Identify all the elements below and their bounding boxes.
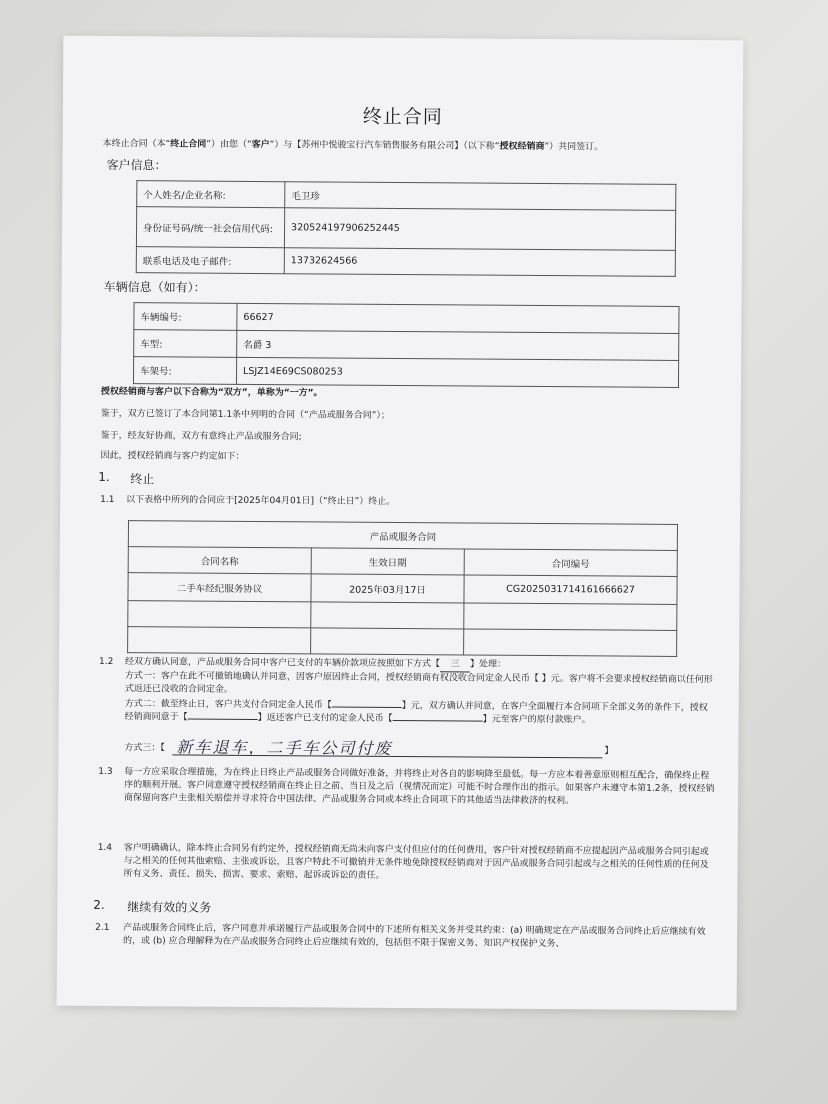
blank-field xyxy=(332,707,402,708)
intro-term-bold: 终止合同 xyxy=(170,139,207,150)
row-value: 名爵 3 xyxy=(237,330,679,360)
customer-info-table xyxy=(136,180,677,277)
table-row xyxy=(128,573,677,605)
clause-1-2-text: 经双方确认同意，产品或服务合同中客户已支付的车辆价款项应按照如下方式【 xyxy=(124,657,441,670)
method-three-end: 】 xyxy=(604,746,614,757)
clause-1-1-number: 1.1 xyxy=(100,494,115,506)
table-cell xyxy=(464,603,677,630)
intro-line xyxy=(103,138,723,155)
clause-1-3-text: 每一方应采取合理措施，为在终止日终止产品或服务合同做好准备，并将终止对各自的影响降至最低。每一方应本着善意原则相互配合，确保终止程序的顺利开展。客户同意遵守授权经销商在终止日之前、当日及之后（视情况而定）可能不时合理作出的指示。如果客户未遵守本第1.2条，授权经销商保留向客户主张相关赔偿并寻求符合中国法律、产品或服务合同或本终止合同项下的其他适当法律救济的权利。 xyxy=(124,767,715,807)
method-choice: 三 xyxy=(440,658,470,672)
column-header: 生效日期 xyxy=(311,548,464,575)
blank-field xyxy=(188,719,258,720)
row-label: 车辆编号: xyxy=(134,303,237,331)
table-row xyxy=(133,357,678,388)
table-cell xyxy=(311,628,464,655)
section-2-title: 继续有效的义务 xyxy=(127,900,212,915)
table-row xyxy=(136,247,675,277)
table-row xyxy=(128,521,677,551)
row-label: 个人姓名/企业名称: xyxy=(137,181,285,208)
section-2-number: 2. xyxy=(93,897,105,912)
whereas-paragraph-1: 鉴于，双方已签订了本合同第1.1条中列明的合同（“产品或服务合同”）； xyxy=(100,408,390,421)
row-label: 车架号: xyxy=(133,357,236,385)
table-cell xyxy=(128,627,311,654)
table-row xyxy=(134,330,679,361)
column-header: 合同名称 xyxy=(128,547,311,574)
clause-1-4-text: 客户明确确认，除本终止合同另有约定外，授权经销商无尚未向客户支付但应付的任何费用，客户针对授权经销商不应提起因产品或服务合同引起或与之相关的任何其他索赔、主张或诉讼，且客户特此不可撤销并无条件地免除授权经销商对于因产品或服务合同引起或与之相关的任何性质的任何及所有义务、责任、损失、损害、要求、索赔、起诉或诉讼的责任。 xyxy=(123,843,709,881)
table-cell: CG2025031714161666627 xyxy=(464,575,677,604)
row-label: 车型: xyxy=(134,330,237,358)
intro-term-bold: 授权经销商 xyxy=(499,141,545,152)
intro-part: ”）与【苏州中悦骏宝行汽车销售服务有限公司】（以下称“ xyxy=(269,140,500,152)
blank-field xyxy=(393,720,483,722)
document-title: 终止合同 xyxy=(362,105,443,129)
method-two-text xyxy=(125,698,715,728)
table-header: 产品或服务合同 xyxy=(128,521,677,551)
clause-1-4-number: 1.4 xyxy=(97,842,113,853)
row-value: 毛卫珍 xyxy=(285,182,676,211)
clause-2-1-number: 2.1 xyxy=(95,922,110,933)
method-one-text: 方式一：客户在此不可撤销地确认并同意，因客户原因终止合同，授权经销商有权没收合同定金人民币【 】元。客户将不会要求授权经销商以任何形式返还已没收的合同定金。 xyxy=(124,671,713,695)
intro-part: 本终止合同（本“ xyxy=(102,138,171,150)
intro-term-bold: 客户 xyxy=(251,139,270,151)
intro-part: ”）共同签订。 xyxy=(544,141,604,153)
table-row xyxy=(134,303,679,334)
customer-heading: 客户信息： xyxy=(106,157,167,173)
method-two-part: 】元至客户的原付款账户。 xyxy=(482,714,591,726)
table-cell xyxy=(128,601,311,628)
row-label: 身份证号码/统一社会信用代码: xyxy=(136,207,284,248)
therefore-paragraph: 因此，授权经销商与客户约定如下： xyxy=(100,450,245,462)
clause-1-1-text: 以下表格中所列的合同应于[2025年04月01日]（“终止日”）终止。 xyxy=(126,495,396,507)
contract-table xyxy=(127,520,678,657)
method-two-part: 方式二：截至终止日，客户共支付合同定金人民币【 xyxy=(124,699,332,711)
table-row xyxy=(136,207,675,251)
clause-1-2-text: 】处理： xyxy=(469,659,507,670)
table-row xyxy=(128,601,677,631)
section-1-number: 1. xyxy=(98,469,110,484)
row-value: LSJZ14E69CS080253 xyxy=(236,357,678,387)
handwritten-method-three: 新车退车，二手车公司付废 xyxy=(176,737,393,758)
row-value: 13732624566 xyxy=(284,248,675,277)
row-label: 联系电话及电子邮件: xyxy=(136,247,284,274)
clause-2-1-text: 产品或服务合同终止后，客户同意并承诺履行产品或服务合同中的下述所有相关义务并受其约束：(a) 明确规定在产品或服务合同终止后应继续有效的，或 (b) 应合理解释为在产品或服务合同终止后应继续有效的，包括但不限于保密义务、知识产权保护义务、 xyxy=(123,923,706,950)
parties-paragraph: 授权经销商与客户以下合称为“双方”，单称为“一方”。 xyxy=(100,386,323,399)
method-two-part: 】元，双方确认并同意，在客户全面履行本合同项下全部义务的条件下，授权经销商同意于【 xyxy=(124,701,708,723)
table-cell: 二手车经纪服务协议 xyxy=(128,573,311,602)
method-two-part: 】返还客户已支付的定金人民币【 xyxy=(257,713,393,724)
row-value: 66627 xyxy=(237,303,679,333)
table-cell xyxy=(464,629,677,656)
clause-1-3-number: 1.3 xyxy=(98,766,113,777)
column-header: 合同编号 xyxy=(464,549,677,576)
vehicle-info-table xyxy=(133,302,680,388)
intro-part: ”）由您（“ xyxy=(206,139,252,150)
clause-1-2-number: 1.2 xyxy=(98,656,114,668)
section-1-title: 终止 xyxy=(130,472,155,487)
table-row xyxy=(137,181,676,211)
table-cell: 2025年03月17日 xyxy=(311,574,464,603)
vehicle-heading: 车辆信息（如有）： xyxy=(103,279,206,295)
table-row xyxy=(128,627,677,657)
method-three-label: 方式三：【 xyxy=(124,743,165,754)
row-value: 320524197906252445 xyxy=(284,208,675,251)
whereas-paragraph-2: 鉴于，经友好协商，双方有意终止产品或服务合同; xyxy=(100,430,302,443)
table-row xyxy=(128,547,677,577)
document-page xyxy=(57,36,744,1011)
table-cell xyxy=(311,602,464,629)
